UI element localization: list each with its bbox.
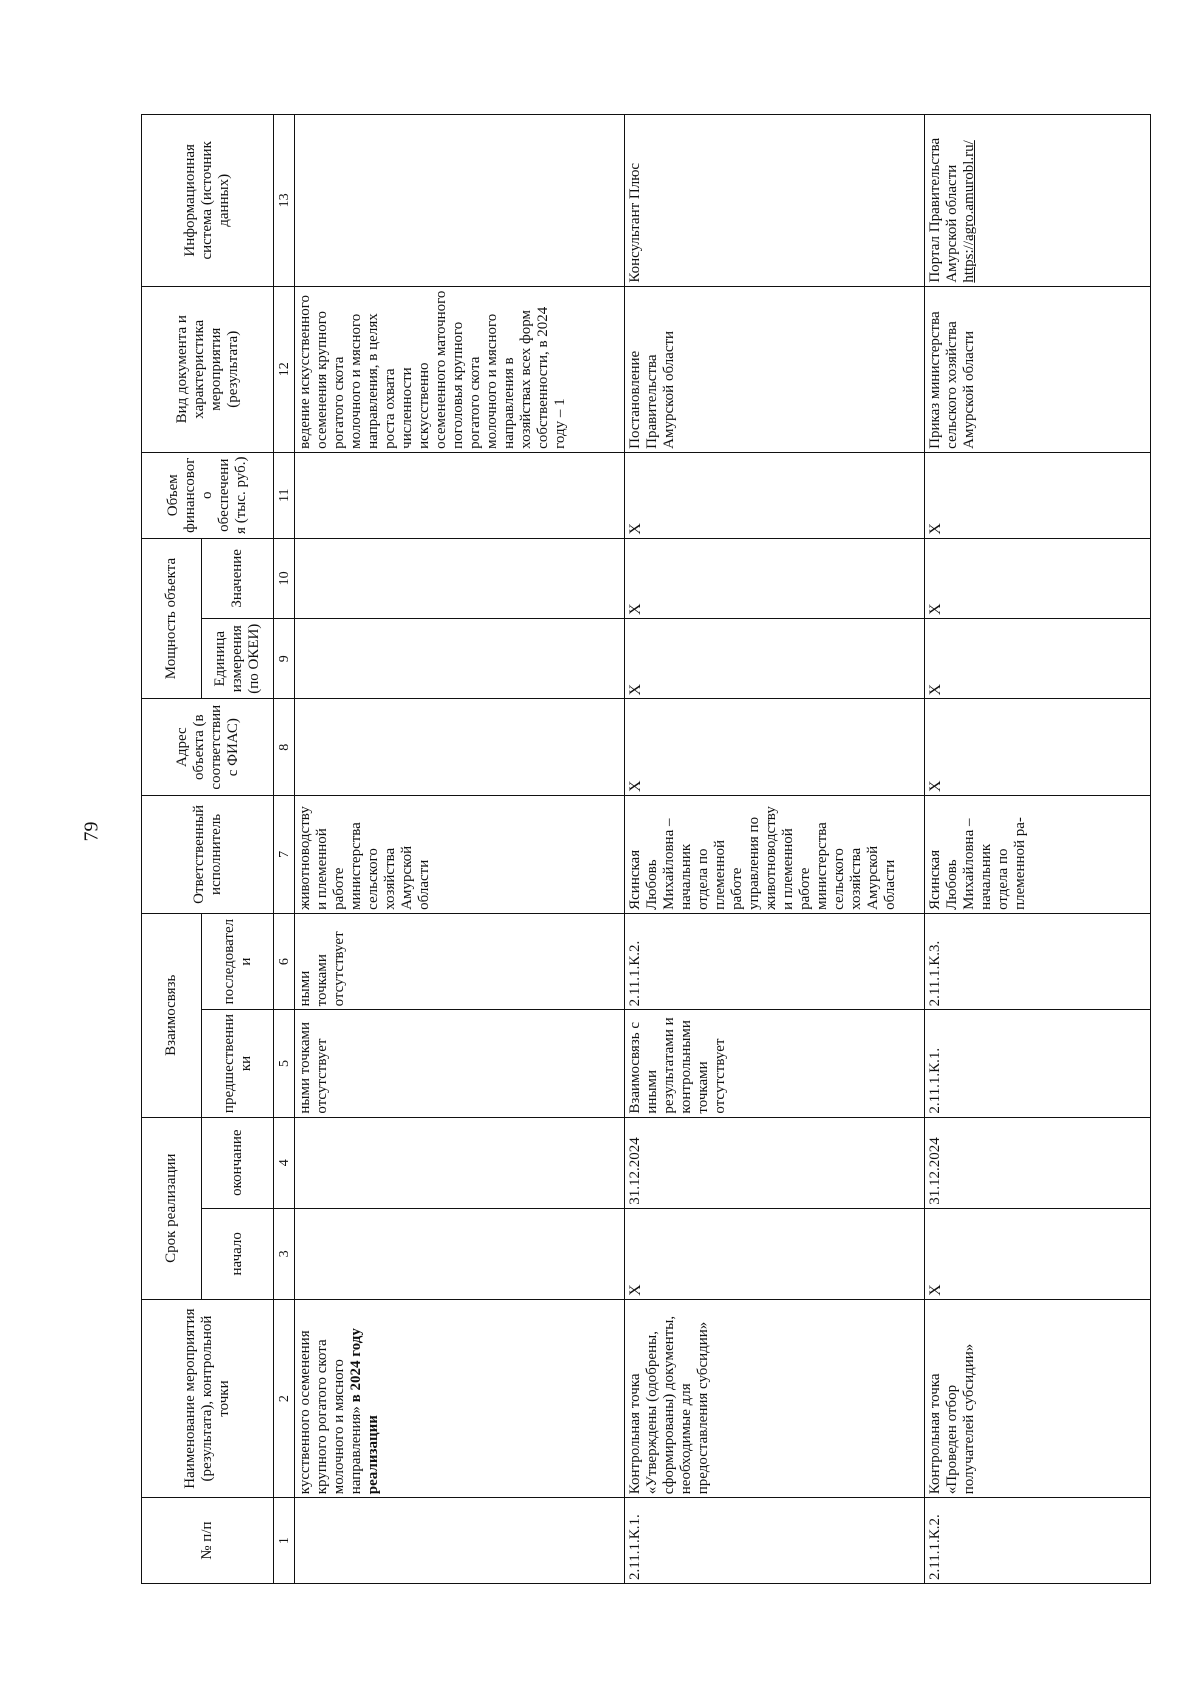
cell-no: 2.11.1.К.1. (625, 1498, 925, 1584)
cell-finance: X (925, 452, 1151, 538)
col-number: 12 (274, 286, 295, 452)
col-number: 1 (274, 1498, 295, 1584)
table-row (625, 115, 925, 1584)
header-address: Адрес объекта (в соответствии с ФИАС) (142, 699, 274, 796)
header-link-prev: предшественники (202, 1010, 274, 1117)
cell-address: X (625, 699, 925, 796)
cell-executor: Ясинская Любовь Михайловна – начальник отдела по племенной работе управления по животноводству и племенной работе министерства сельского хозяйства Амурской области (625, 795, 925, 913)
table-row (925, 115, 1151, 1584)
cell-end: 31.12.2024 (625, 1117, 925, 1208)
header-doc: Вид документа и характеристика мероприятия (результата) (142, 286, 274, 452)
col-number: 10 (274, 538, 295, 618)
activities-table (141, 114, 1151, 1584)
col-number: 3 (274, 1208, 295, 1299)
header-name: Наименование мероприятия (результата), контрольной точки (142, 1299, 274, 1497)
cell-end (295, 1117, 625, 1208)
cell-info: Консультант Плюс (625, 115, 925, 287)
header-link: Взаимосвязь (142, 913, 202, 1117)
cell-name: Контрольная точка «Проведен отбор получателей субсидии» (925, 1299, 1151, 1497)
header-term: Срок реализации (142, 1117, 202, 1299)
header-cap-value: Значение (202, 538, 274, 618)
col-number: 8 (274, 699, 295, 796)
cell-finance: X (625, 452, 925, 538)
header-term-start: начало (202, 1208, 274, 1299)
cell-doc: Приказ министерства сельского хозяйства Амурской области (925, 286, 1151, 452)
cell-finance (295, 452, 625, 538)
column-numbers-row (274, 115, 295, 1584)
cell-prev: ными точками отсутствует (295, 1010, 625, 1117)
cell-unit: X (925, 619, 1151, 699)
cell-doc: Постановление Правительства Амурской области (625, 286, 925, 452)
cell-unit (295, 619, 625, 699)
col-number: 7 (274, 795, 295, 913)
col-number: 5 (274, 1010, 295, 1117)
cell-info: Портал Правительства Амурской области https://agro.amurobl.ru/ (925, 115, 1151, 287)
cell-prev: 2.11.1.К.1. (925, 1010, 1151, 1117)
cell-next: 2.11.1.К.3. (925, 913, 1151, 1010)
header-finance: Объем финансового обеспечения (тыс. руб.) (142, 452, 274, 538)
header-link-next: последователи (202, 913, 274, 1010)
header-info: Информационная система (источник данных) (142, 115, 274, 287)
cell-name-bold: в 2024 году реализации (348, 1328, 381, 1495)
cell-address (295, 699, 625, 796)
page-number: 79 (80, 821, 103, 842)
header-executor: Ответственный исполнитель (142, 795, 274, 913)
header-no: № п/п (142, 1498, 274, 1584)
col-number: 9 (274, 619, 295, 699)
cell-start: X (925, 1208, 1151, 1299)
col-number: 11 (274, 452, 295, 538)
cell-next: 2.11.1.К.2. (625, 913, 925, 1010)
cell-value (295, 538, 625, 618)
cell-start (295, 1208, 625, 1299)
cell-no: 2.11.1.К.2. (925, 1498, 1151, 1584)
cell-executor: Ясинская Любовь Михайловна – начальник отдела по племенной ра- (925, 795, 1151, 913)
cell-end: 31.12.2024 (925, 1117, 1151, 1208)
col-number: 13 (274, 115, 295, 287)
cell-doc: ведение искусственного осеменения крупного рогатого скота молочного и мясного направления, в целях роста охвата численности искусственно осемененного маточного поголовья крупного рогатого скота молочного и мясного направления в хозяйствах всех форм собственности, в 2024 году – 1 (295, 286, 625, 452)
portal-link[interactable]: https://agro.amurobl.ru/ (961, 140, 977, 283)
cell-value: X (625, 538, 925, 618)
cell-start: X (625, 1208, 925, 1299)
rotated-table-container (141, 114, 1151, 1584)
col-number: 4 (274, 1117, 295, 1208)
cell-name: Контрольная точка «Утверждены (одобрены, сформированы) документы, необходимые для предоставления субсидии» (625, 1299, 925, 1497)
cell-no (295, 1498, 625, 1584)
table-row (295, 115, 625, 1584)
cell-next: ными точками отсутствует (295, 913, 625, 1010)
cell-unit: X (625, 619, 925, 699)
header-cap-unit: Единица измерения (по ОКЕИ) (202, 619, 274, 699)
col-number: 2 (274, 1299, 295, 1497)
cell-prev: Взаимосвязь с иными результатами и контрольными точками отсутствует (625, 1010, 925, 1117)
cell-name: кусственного осеменения крупного рогатого скота молочного и мясного направления» в 2024 году реализации (295, 1299, 625, 1497)
header-term-end: окончание (202, 1117, 274, 1208)
cell-executor: животноводству и племенной работе министерства сельского хозяйства Амурской области (295, 795, 625, 913)
cell-address: X (925, 699, 1151, 796)
col-number: 6 (274, 913, 295, 1010)
cell-info (295, 115, 625, 287)
header-capacity: Мощность объекта (142, 538, 202, 699)
cell-value: X (925, 538, 1151, 618)
